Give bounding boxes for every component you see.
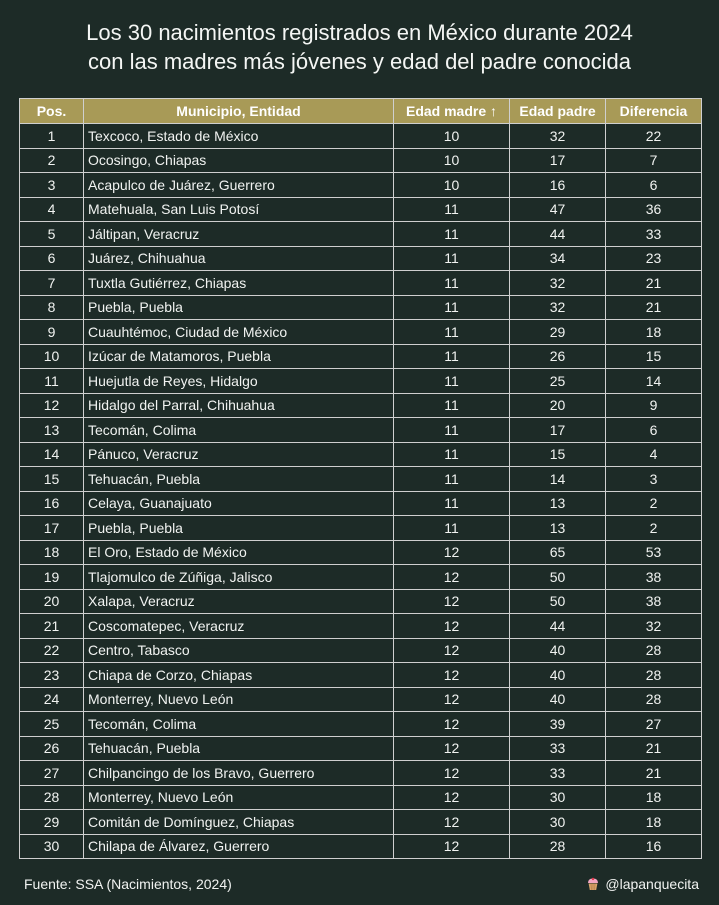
table-row xyxy=(20,124,702,149)
cell-diferencia: 23 xyxy=(606,246,702,271)
cell-municipio: Celaya, Guanajuato xyxy=(84,491,394,516)
cell-diferencia: 3 xyxy=(606,467,702,492)
cell-municipio: Coscomatepec, Veracruz xyxy=(84,614,394,639)
column-header-edad-padre[interactable]: Edad padre xyxy=(510,99,606,124)
cell-pos: 11 xyxy=(20,369,84,394)
cell-edad-madre: 11 xyxy=(394,418,510,443)
cell-edad-padre: 15 xyxy=(510,442,606,467)
table-row xyxy=(20,761,702,786)
cell-edad-madre: 11 xyxy=(394,320,510,345)
table-row xyxy=(20,418,702,443)
cell-diferencia: 7 xyxy=(606,148,702,173)
cell-diferencia: 21 xyxy=(606,761,702,786)
table-row xyxy=(20,614,702,639)
cell-diferencia: 6 xyxy=(606,418,702,443)
title-line-2: con las madres más jóvenes y edad del padre conocida xyxy=(88,49,631,74)
cell-edad-padre: 30 xyxy=(510,785,606,810)
cell-edad-padre: 50 xyxy=(510,589,606,614)
cell-edad-padre: 32 xyxy=(510,124,606,149)
table-row xyxy=(20,491,702,516)
cell-edad-madre: 11 xyxy=(394,344,510,369)
cell-diferencia: 21 xyxy=(606,295,702,320)
cell-edad-madre: 11 xyxy=(394,467,510,492)
cell-pos: 17 xyxy=(20,516,84,541)
cell-municipio: Matehuala, San Luis Potosí xyxy=(84,197,394,222)
cell-municipio: Comitán de Domínguez, Chiapas xyxy=(84,810,394,835)
cell-edad-madre: 12 xyxy=(394,834,510,859)
cell-municipio: Tlajomulco de Zúñiga, Jalisco xyxy=(84,565,394,590)
cell-pos: 18 xyxy=(20,540,84,565)
cell-pos: 27 xyxy=(20,761,84,786)
cell-diferencia: 18 xyxy=(606,785,702,810)
cell-municipio: Chilpancingo de los Bravo, Guerrero xyxy=(84,761,394,786)
cell-pos: 19 xyxy=(20,565,84,590)
cell-edad-madre: 11 xyxy=(394,491,510,516)
cell-municipio: Monterrey, Nuevo León xyxy=(84,687,394,712)
cell-edad-madre: 12 xyxy=(394,712,510,737)
cell-pos: 22 xyxy=(20,638,84,663)
cell-pos: 8 xyxy=(20,295,84,320)
cell-pos: 2 xyxy=(20,148,84,173)
cell-edad-madre: 12 xyxy=(394,687,510,712)
cell-pos: 6 xyxy=(20,246,84,271)
cell-edad-madre: 11 xyxy=(394,271,510,296)
cell-municipio: Tecomán, Colima xyxy=(84,418,394,443)
table-row xyxy=(20,785,702,810)
cell-edad-madre: 11 xyxy=(394,246,510,271)
column-header-municipio[interactable]: Municipio, Entidad xyxy=(84,99,394,124)
cell-edad-padre: 17 xyxy=(510,418,606,443)
cell-pos: 9 xyxy=(20,320,84,345)
table-row xyxy=(20,271,702,296)
cell-edad-padre: 40 xyxy=(510,663,606,688)
cell-pos: 15 xyxy=(20,467,84,492)
cell-edad-madre: 12 xyxy=(394,614,510,639)
table-row xyxy=(20,246,702,271)
cell-edad-madre: 10 xyxy=(394,148,510,173)
cell-pos: 16 xyxy=(20,491,84,516)
cell-edad-madre: 12 xyxy=(394,638,510,663)
cell-municipio: Texcoco, Estado de México xyxy=(84,124,394,149)
cell-municipio: Juárez, Chihuahua xyxy=(84,246,394,271)
column-header-diferencia[interactable]: Diferencia xyxy=(606,99,702,124)
cell-municipio: Chiapa de Corzo, Chiapas xyxy=(84,663,394,688)
cell-edad-padre: 40 xyxy=(510,638,606,663)
cell-edad-madre: 10 xyxy=(394,173,510,198)
cell-edad-padre: 14 xyxy=(510,467,606,492)
cell-municipio: Jáltipan, Veracruz xyxy=(84,222,394,247)
cell-edad-padre: 20 xyxy=(510,393,606,418)
cell-pos: 26 xyxy=(20,736,84,761)
source-note: Fuente: SSA (Nacimientos, 2024) xyxy=(24,876,232,892)
cupcake-icon xyxy=(586,877,600,891)
cell-diferencia: 2 xyxy=(606,491,702,516)
cell-edad-padre: 39 xyxy=(510,712,606,737)
cell-pos: 30 xyxy=(20,834,84,859)
cell-pos: 14 xyxy=(20,442,84,467)
cell-municipio: Chilapa de Álvarez, Guerrero xyxy=(84,834,394,859)
cell-diferencia: 28 xyxy=(606,687,702,712)
table-row xyxy=(20,589,702,614)
cell-municipio: Pánuco, Veracruz xyxy=(84,442,394,467)
table-row xyxy=(20,736,702,761)
cell-pos: 29 xyxy=(20,810,84,835)
cell-edad-padre: 32 xyxy=(510,271,606,296)
column-header-pos[interactable]: Pos. xyxy=(20,99,84,124)
cell-municipio: Acapulco de Juárez, Guerrero xyxy=(84,173,394,198)
cell-municipio: El Oro, Estado de México xyxy=(84,540,394,565)
cell-edad-padre: 65 xyxy=(510,540,606,565)
table-row xyxy=(20,197,702,222)
chart-title xyxy=(0,18,719,76)
cell-municipio: Puebla, Puebla xyxy=(84,516,394,541)
cell-edad-padre: 44 xyxy=(510,222,606,247)
cell-municipio: Izúcar de Matamoros, Puebla xyxy=(84,344,394,369)
table-row xyxy=(20,222,702,247)
cell-edad-padre: 28 xyxy=(510,834,606,859)
cell-pos: 23 xyxy=(20,663,84,688)
cell-diferencia: 27 xyxy=(606,712,702,737)
cell-municipio: Ocosingo, Chiapas xyxy=(84,148,394,173)
data-table xyxy=(19,98,702,859)
table-row xyxy=(20,638,702,663)
table-row xyxy=(20,810,702,835)
cell-edad-padre: 33 xyxy=(510,736,606,761)
cell-diferencia: 2 xyxy=(606,516,702,541)
cell-municipio: Tehuacán, Puebla xyxy=(84,736,394,761)
column-header-edad-madre[interactable]: Edad madre ↑ xyxy=(394,99,510,124)
cell-edad-padre: 33 xyxy=(510,761,606,786)
cell-municipio: Cuauhtémoc, Ciudad de México xyxy=(84,320,394,345)
cell-municipio: Huejutla de Reyes, Hidalgo xyxy=(84,369,394,394)
cell-municipio: Tuxtla Gutiérrez, Chiapas xyxy=(84,271,394,296)
cell-pos: 5 xyxy=(20,222,84,247)
cell-pos: 21 xyxy=(20,614,84,639)
table-row xyxy=(20,369,702,394)
cell-diferencia: 18 xyxy=(606,320,702,345)
cell-edad-madre: 11 xyxy=(394,442,510,467)
table-row xyxy=(20,663,702,688)
cell-diferencia: 14 xyxy=(606,369,702,394)
table-row xyxy=(20,712,702,737)
cell-diferencia: 18 xyxy=(606,810,702,835)
table-header-row xyxy=(20,99,702,124)
cell-edad-madre: 12 xyxy=(394,810,510,835)
table-body xyxy=(20,124,702,859)
cell-municipio: Monterrey, Nuevo León xyxy=(84,785,394,810)
cell-pos: 1 xyxy=(20,124,84,149)
table-row xyxy=(20,148,702,173)
cell-edad-padre: 16 xyxy=(510,173,606,198)
cell-municipio: Hidalgo del Parral, Chihuahua xyxy=(84,393,394,418)
cell-edad-padre: 29 xyxy=(510,320,606,345)
cell-edad-padre: 44 xyxy=(510,614,606,639)
cell-municipio: Puebla, Puebla xyxy=(84,295,394,320)
cell-pos: 7 xyxy=(20,271,84,296)
cell-edad-padre: 26 xyxy=(510,344,606,369)
cell-diferencia: 4 xyxy=(606,442,702,467)
cell-edad-padre: 13 xyxy=(510,491,606,516)
table-row xyxy=(20,344,702,369)
cell-diferencia: 15 xyxy=(606,344,702,369)
cell-edad-madre: 11 xyxy=(394,197,510,222)
table-row xyxy=(20,320,702,345)
cell-pos: 10 xyxy=(20,344,84,369)
table-row xyxy=(20,687,702,712)
cell-municipio: Tehuacán, Puebla xyxy=(84,467,394,492)
cell-municipio: Xalapa, Veracruz xyxy=(84,589,394,614)
table-row xyxy=(20,393,702,418)
table-row xyxy=(20,540,702,565)
cell-diferencia: 16 xyxy=(606,834,702,859)
cell-diferencia: 6 xyxy=(606,173,702,198)
cell-edad-padre: 32 xyxy=(510,295,606,320)
cell-edad-madre: 12 xyxy=(394,540,510,565)
author-credit xyxy=(586,876,699,892)
cell-edad-madre: 12 xyxy=(394,663,510,688)
table-row xyxy=(20,442,702,467)
cell-edad-madre: 11 xyxy=(394,295,510,320)
cell-diferencia: 21 xyxy=(606,736,702,761)
cell-edad-madre: 12 xyxy=(394,761,510,786)
cell-pos: 28 xyxy=(20,785,84,810)
cell-edad-padre: 40 xyxy=(510,687,606,712)
cell-pos: 20 xyxy=(20,589,84,614)
cell-edad-madre: 12 xyxy=(394,736,510,761)
cell-edad-madre: 11 xyxy=(394,516,510,541)
cell-pos: 12 xyxy=(20,393,84,418)
cell-diferencia: 9 xyxy=(606,393,702,418)
table-row xyxy=(20,834,702,859)
cell-diferencia: 53 xyxy=(606,540,702,565)
cell-pos: 25 xyxy=(20,712,84,737)
cell-diferencia: 38 xyxy=(606,565,702,590)
cell-pos: 24 xyxy=(20,687,84,712)
cell-pos: 4 xyxy=(20,197,84,222)
cell-diferencia: 36 xyxy=(606,197,702,222)
cell-pos: 13 xyxy=(20,418,84,443)
cell-diferencia: 28 xyxy=(606,663,702,688)
table-row xyxy=(20,295,702,320)
cell-diferencia: 22 xyxy=(606,124,702,149)
cell-diferencia: 38 xyxy=(606,589,702,614)
cell-edad-padre: 47 xyxy=(510,197,606,222)
cell-edad-padre: 30 xyxy=(510,810,606,835)
cell-diferencia: 28 xyxy=(606,638,702,663)
cell-edad-madre: 12 xyxy=(394,785,510,810)
cell-edad-padre: 50 xyxy=(510,565,606,590)
author-handle[interactable]: @lapanquecita xyxy=(605,876,699,892)
cell-edad-padre: 34 xyxy=(510,246,606,271)
title-line-1: Los 30 nacimientos registrados en México durante 2024 xyxy=(86,20,633,45)
table-row xyxy=(20,173,702,198)
cell-municipio: Tecomán, Colima xyxy=(84,712,394,737)
table-row xyxy=(20,516,702,541)
cell-edad-madre: 11 xyxy=(394,222,510,247)
cell-edad-madre: 10 xyxy=(394,124,510,149)
table-row xyxy=(20,565,702,590)
cell-edad-madre: 11 xyxy=(394,393,510,418)
table-row xyxy=(20,467,702,492)
cell-edad-madre: 12 xyxy=(394,565,510,590)
cell-edad-padre: 13 xyxy=(510,516,606,541)
cell-diferencia: 32 xyxy=(606,614,702,639)
cell-edad-madre: 11 xyxy=(394,369,510,394)
cell-edad-madre: 12 xyxy=(394,589,510,614)
cell-diferencia: 21 xyxy=(606,271,702,296)
cell-edad-padre: 17 xyxy=(510,148,606,173)
cell-edad-padre: 25 xyxy=(510,369,606,394)
cell-municipio: Centro, Tabasco xyxy=(84,638,394,663)
cell-diferencia: 33 xyxy=(606,222,702,247)
cell-pos: 3 xyxy=(20,173,84,198)
